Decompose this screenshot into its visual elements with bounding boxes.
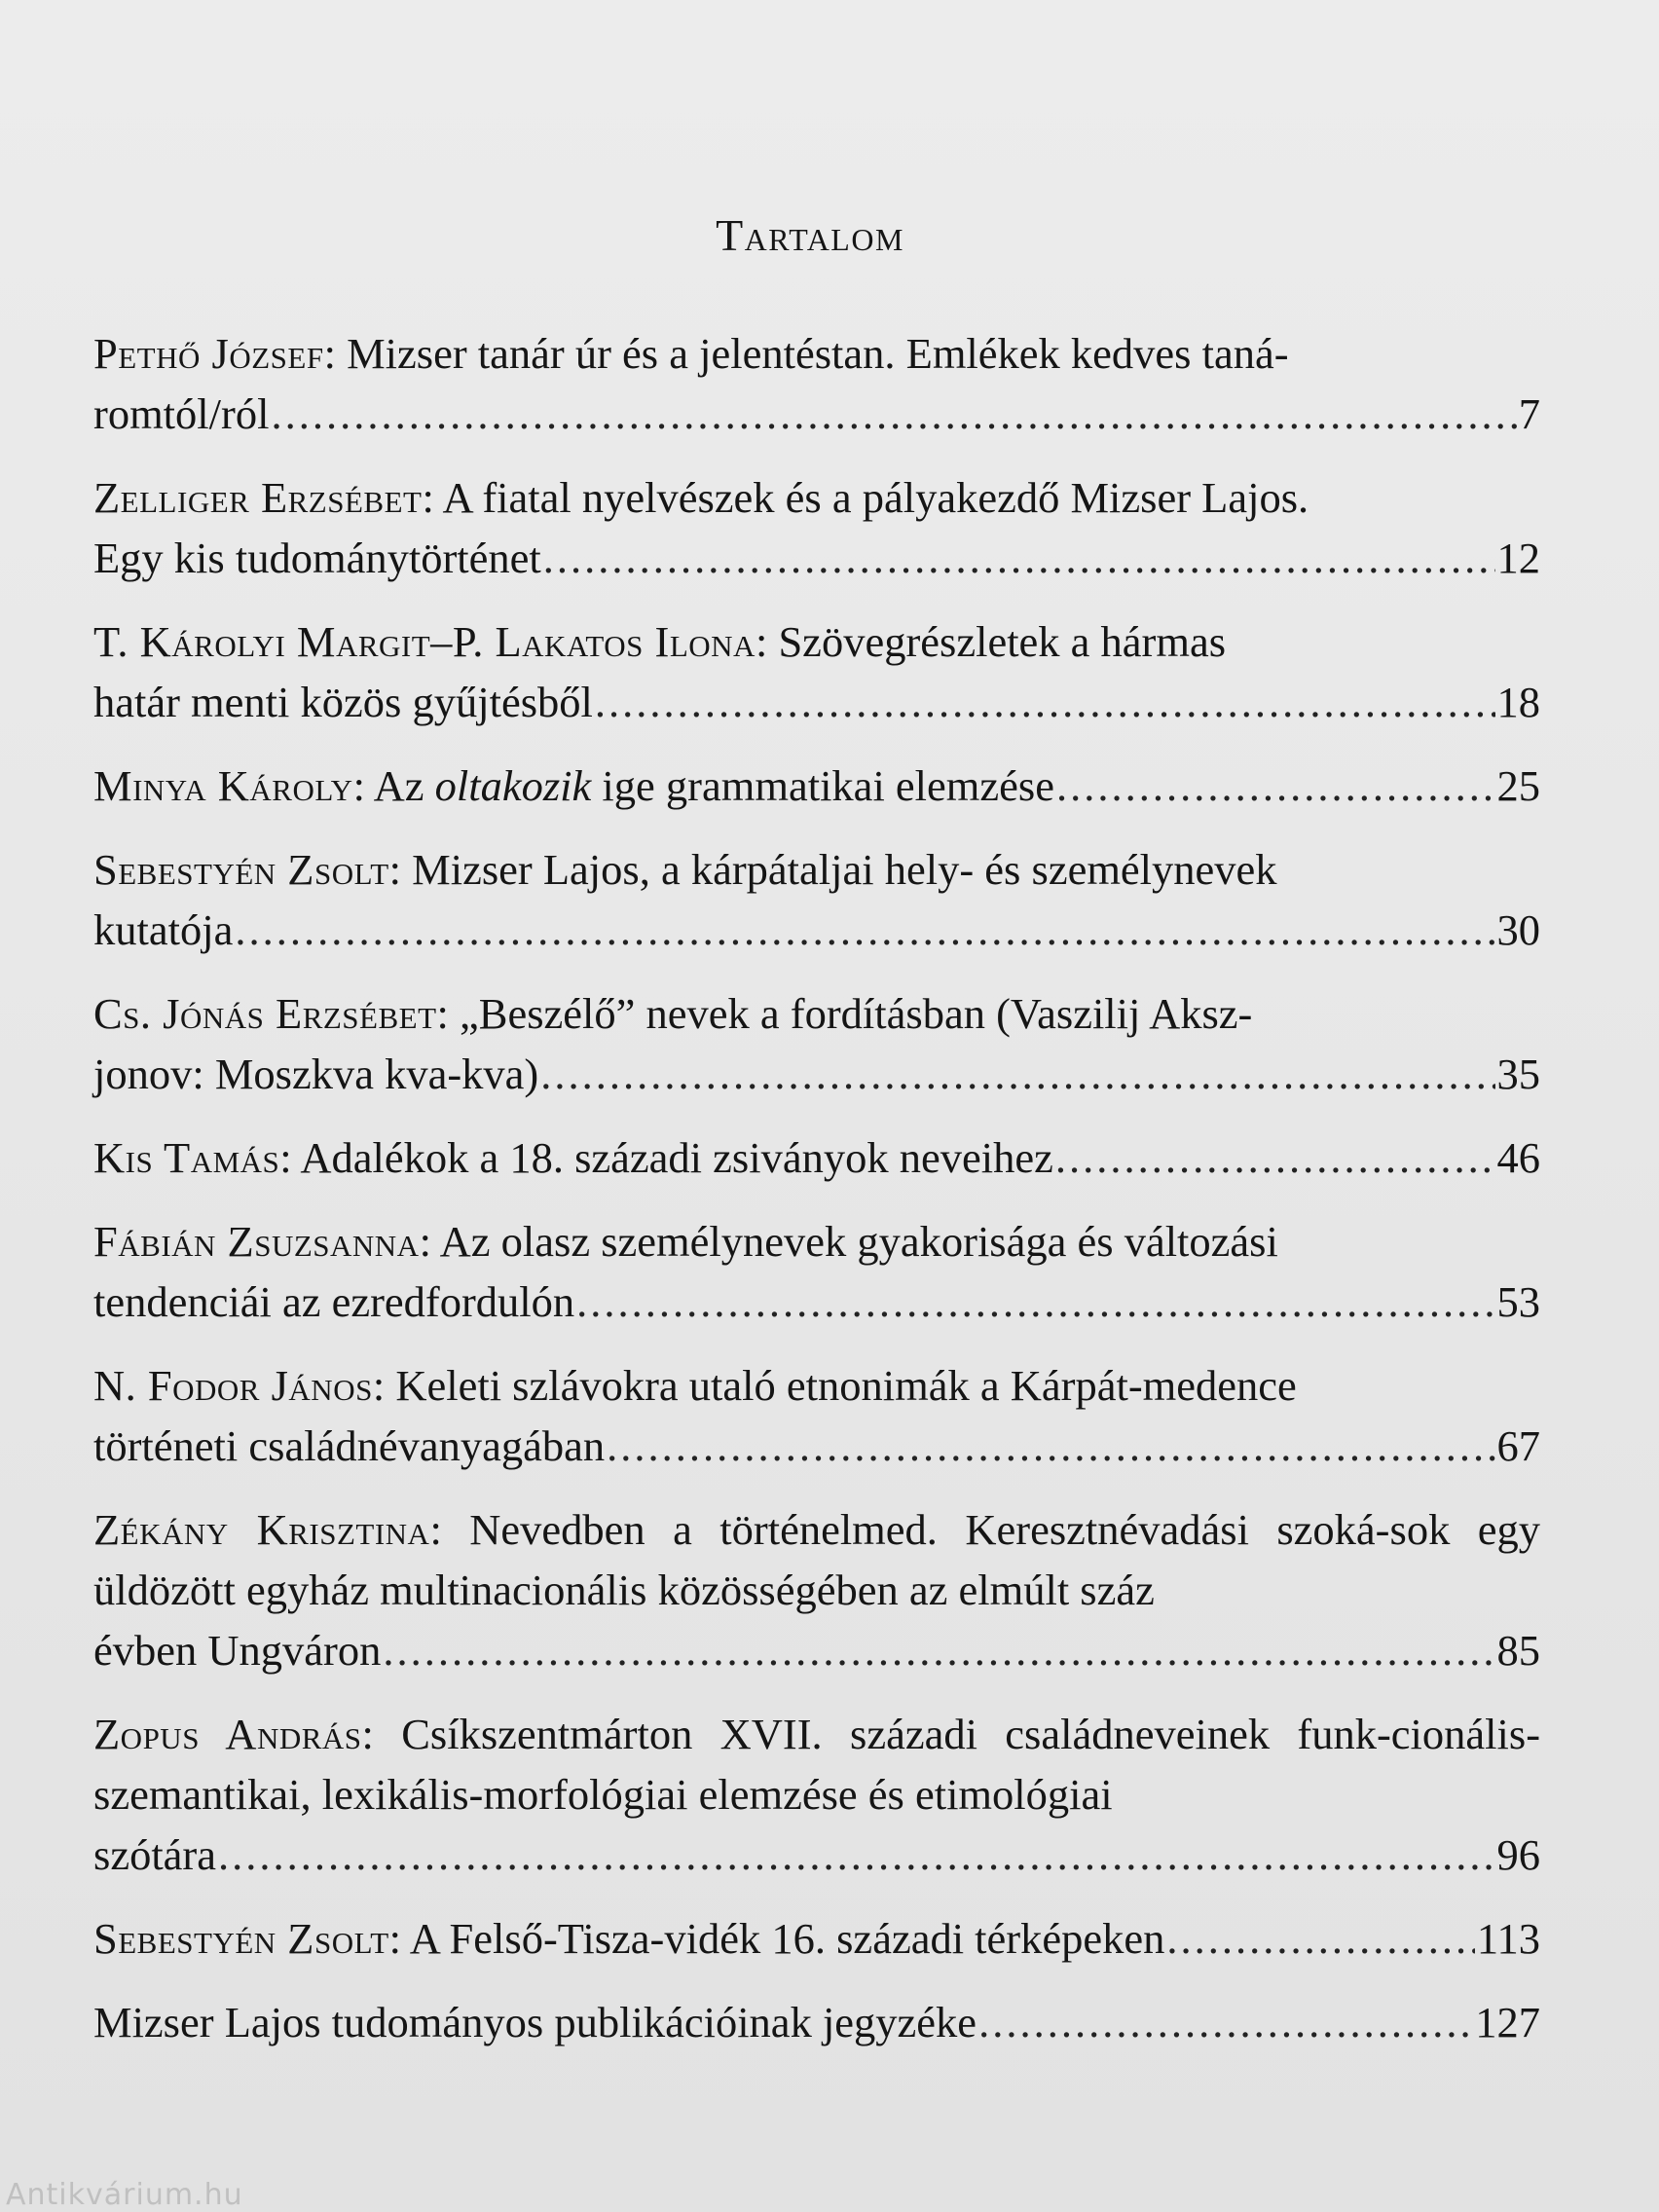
leader-dots <box>218 1825 1494 1885</box>
entry-author: Sebestyén Zsolt <box>93 1914 389 1963</box>
entry-title-end: jonov: Moszkva kva-kva) <box>93 1050 539 1098</box>
leader-dots <box>576 1272 1494 1332</box>
leader-dots <box>235 900 1494 960</box>
entry-title-end: tendenciái az ezredfordulón <box>93 1277 575 1326</box>
entry-title-end: történeti családnévanyagában <box>93 1421 606 1470</box>
entry-title: Mizser tanár úr és a jelentéstan. Emlékek kedves taná- <box>347 329 1289 378</box>
page-number: 127 <box>1475 1998 1540 2046</box>
toc-entry: Zopus András: Csíkszentmárton XVII. századi családneveinek funk-cionális-szemantikai, lexikális-morfológiai elemzése és etimológiai szótára ..... 96 <box>93 1704 1540 1885</box>
page-number: 35 <box>1496 1050 1540 1098</box>
page-title: Tartalom <box>716 210 904 260</box>
entry-title: Keleti szlávokra utaló etnonimák a Kárpát-medence <box>395 1361 1297 1410</box>
entry-author: Zékány Krisztina <box>93 1505 430 1554</box>
entry-title-end: kutatója <box>93 905 234 954</box>
entry-author: Cs. Jónás Erzsébet <box>93 989 437 1038</box>
entry-author: N. Fodor János <box>93 1361 373 1410</box>
entry-title-end: romtól/ról <box>93 389 270 438</box>
page-number: 113 <box>1476 1914 1540 1963</box>
page-number: 53 <box>1496 1277 1540 1326</box>
page-number: 46 <box>1496 1133 1540 1182</box>
toc-entry: Kis Tamás: Adalékok a 18. századi zsiványok neveihez ..... 46 <box>93 1127 1540 1188</box>
entry-title: Nevedben a történelmed. Keresztnévadási szoká-sok egy üldözött egyház multinacionális közösségében az elmúlt száz <box>93 1505 1541 1614</box>
leader-dots <box>271 384 1516 444</box>
leader-dots <box>978 1992 1473 2052</box>
entry-author: Fábián Zsuzsanna <box>93 1217 420 1266</box>
entry-title: Mizser Lajos, a kárpátaljai hely- és személynevek <box>412 845 1277 894</box>
leader-dots <box>543 528 1495 588</box>
leader-dots <box>1166 1908 1475 1969</box>
page-number: 67 <box>1496 1421 1540 1470</box>
toc-entry: T. Károlyi Margit–P. Lakatos Ilona: Szövegrészletek a hármas határ menti közös gyűjtésből ..... 18 <box>93 611 1540 732</box>
entry-title: Szövegrészletek a hármas <box>778 617 1227 666</box>
page-number: 25 <box>1496 761 1540 810</box>
entry-author: T. Károlyi Margit–P. Lakatos Ilona <box>93 617 756 666</box>
entry-author: Kis Tamás <box>93 1133 280 1182</box>
entry-title-end: évben Ungváron <box>93 1626 382 1675</box>
leader-dots <box>540 1044 1494 1104</box>
entry-author: Minya Károly <box>93 761 353 810</box>
toc-entry: Sebestyén Zsolt: Mizser Lajos, a kárpátaljai hely- és személynevek kutatója ..... 30 <box>93 839 1540 960</box>
entry-title-end: Egy kis tudománytörténet <box>93 534 541 582</box>
page-number: 18 <box>1496 678 1540 726</box>
toc-entry: Pethő József: Mizser tanár úr és a jelentéstan. Emlékek kedves taná- romtól/ról ..... 7 <box>93 323 1540 444</box>
toc-entry: Sebestyén Zsolt: A Felső-Tisza-vidék 16. századi térképeken ..... 113 <box>93 1908 1540 1969</box>
entry-title-end: határ menti közös gyűjtésből <box>93 678 593 726</box>
toc-entry: N. Fodor János: Keleti szlávokra utaló etnonimák a Kárpát-medence történeti családnévanyagában ..... 67 <box>93 1355 1540 1476</box>
toc-entry: Cs. Jónás Erzsébet: „Beszélő” nevek a fordításban (Vaszilij Aksz- jonov: Moszkva kva-kva) ..... 35 <box>93 983 1540 1104</box>
toc-entry: Fábián Zsuzsanna: Az olasz személynevek gyakorisága és változási tendenciái az ezredfordulón ..... 53 <box>93 1211 1540 1332</box>
entry-title-end: Mizser Lajos tudományos publikációinak jegyzéke <box>93 1998 977 2046</box>
watermark: Antikvárium.hu <box>6 2178 243 2212</box>
entry-author: Zopus András <box>93 1710 362 1758</box>
entry-title-end: szótára <box>93 1830 217 1879</box>
page-number: 96 <box>1496 1830 1540 1879</box>
toc-entry <box>93 1992 1540 2052</box>
page-number: 12 <box>1496 534 1540 582</box>
entry-title: „Beszélő” nevek a fordításban (Vaszilij Aksz- <box>460 989 1253 1038</box>
leader-dots <box>607 1416 1494 1476</box>
toc-entry: Zékány Krisztina: Nevedben a történelmed. Keresztnévadási szoká-sok egy üldözött egyház multinacionális közösségében az elmúlt száz évben Ungváron ..... 85 <box>93 1499 1540 1680</box>
page-number: 85 <box>1496 1626 1540 1675</box>
entry-title-italic: oltakozik <box>434 761 592 810</box>
leader-dots <box>1056 756 1495 816</box>
leader-dots <box>1055 1127 1495 1188</box>
leader-dots <box>383 1620 1494 1680</box>
table-of-contents <box>93 323 1540 2076</box>
entry-author: Pethő József <box>93 329 324 378</box>
toc-entry: Zelliger Erzsébet: A fiatal nyelvészek és a pályakezdő Mizser Lajos. Egy kis tudománytörténet ..... 12 <box>93 467 1540 588</box>
page-number: 30 <box>1496 905 1540 954</box>
entry-author: Zelliger Erzsébet <box>93 473 423 522</box>
entry-title: Az olasz személynevek gyakorisága és változási <box>439 1217 1278 1266</box>
entry-title: A fiatal nyelvészek és a pályakezdő Mizser Lajos. <box>442 473 1309 522</box>
toc-entry: Minya Károly: Az oltakozik ige grammatikai elemzése ..... 25 <box>93 756 1540 816</box>
page-number: 7 <box>1518 389 1540 438</box>
entry-author: Sebestyén Zsolt <box>93 845 389 894</box>
entry-title: Csíkszentmárton XVII. századi családneveinek funk-cionális-szemantikai, lexikális-morfológiai elemzése és etimológiai <box>93 1710 1541 1819</box>
leader-dots <box>595 672 1495 732</box>
